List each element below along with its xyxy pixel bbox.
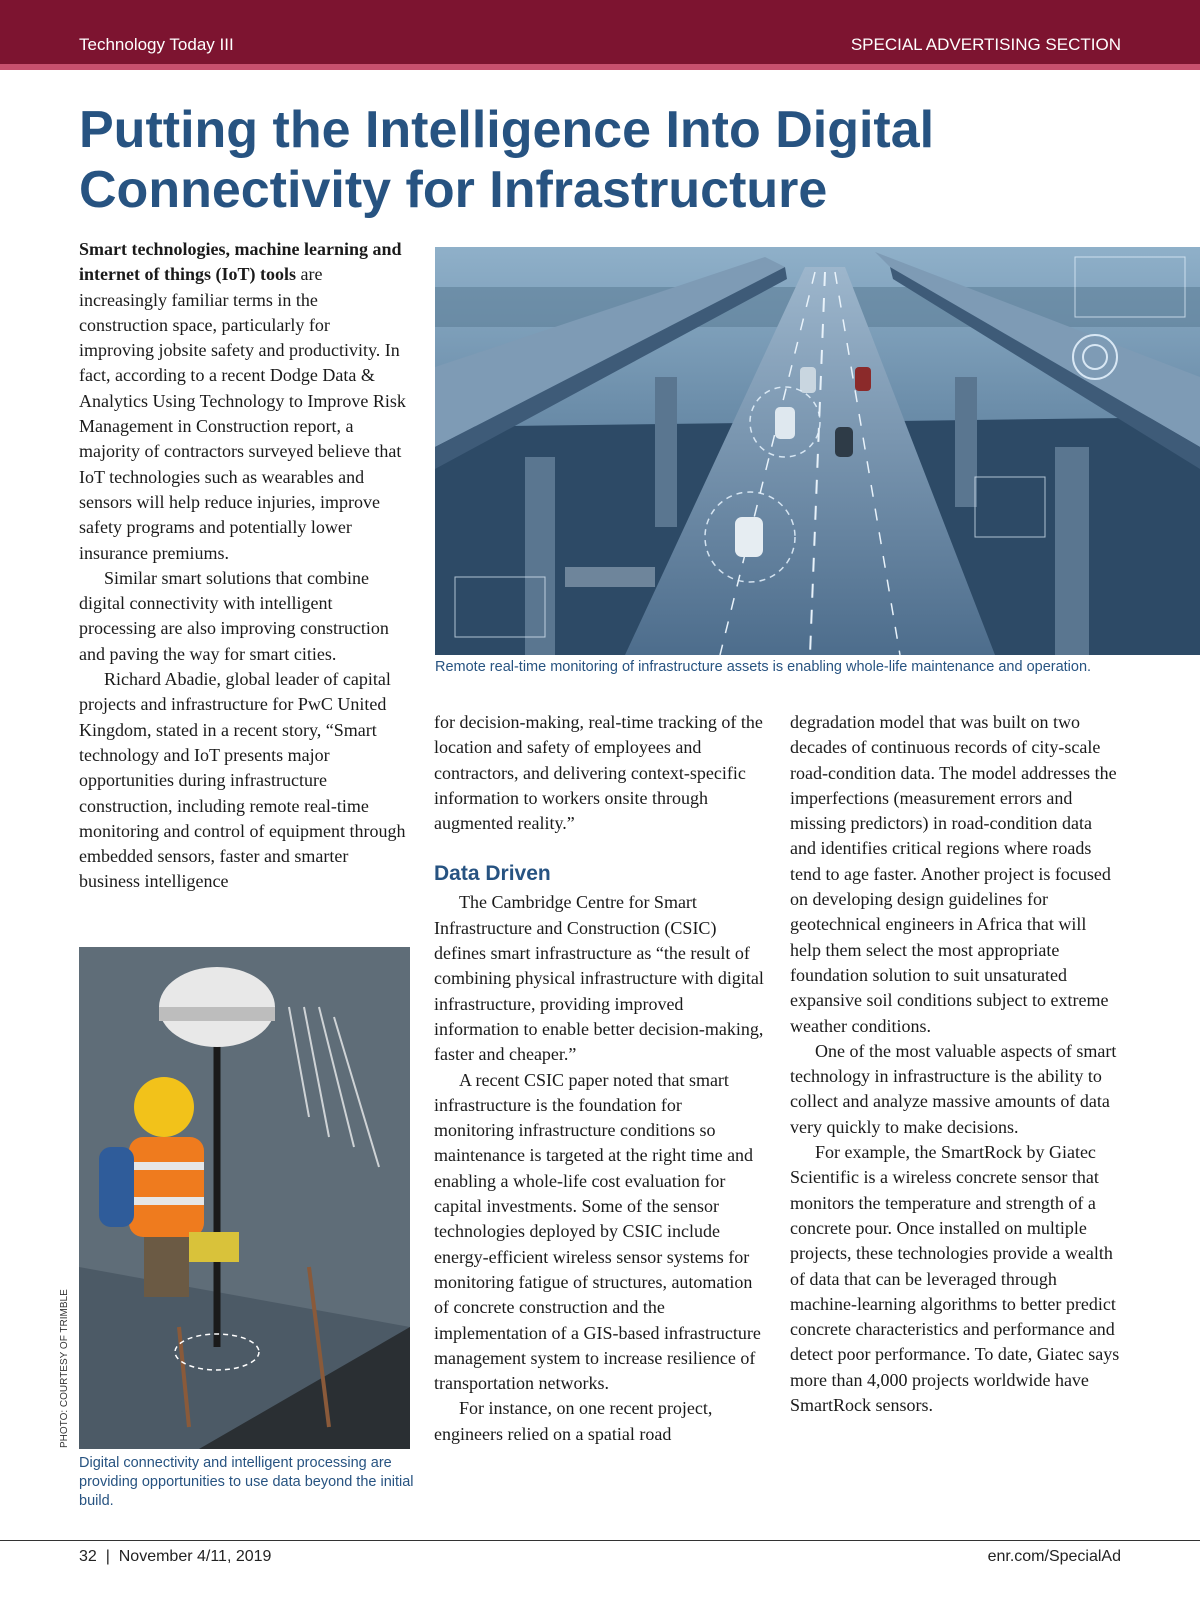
- paragraph: For example, the SmartRock by Giatec Scientific is a wireless concrete sensor that monitors the temperature and strength of a concrete pour. Once installed on multiple projects, these technologies provide a wealth of data that can be leveraged through machine-learning algorithms to better predict concrete characteristics and performance and detect poor performance. To date, Giatec says more than 4,000 projects worldwide have SmartRock sensors.: [790, 1142, 1120, 1416]
- column-2: [434, 710, 764, 1447]
- surveyor-illustration: [79, 947, 410, 1449]
- advertising-label: SPECIAL ADVERTISING SECTION: [850, 35, 1121, 54]
- paragraph: A recent CSIC paper noted that smart infrastructure is the foundation for monitoring infrastructure conditions so maintenance is targeted at the right time and enabling a whole-life cost evaluation for capital investments. Some of the sensor technologies deployed by CSIC include energy-efficient wireless sensor systems for monitoring fatigue of structures, automation of concrete construction and the implementation of a GIS-based infrastructure management system to increase resilience of transportation networks.: [434, 1069, 761, 1394]
- footer-url: enr.com/SpecialAd: [987, 1548, 1121, 1565]
- lead-bold-text: Smart technologies, machine learning and internet of things (IoT) tools: [79, 239, 402, 285]
- photo-credit: PHOTO: COURTESY OF TRIMBLE: [59, 1289, 70, 1448]
- paragraph: Similar smart solutions that combine digital connectivity with intelligent processing are also improving construction and paving the way for smart cities.: [79, 567, 389, 664]
- footer-divider: [0, 1540, 1200, 1541]
- surveyor-photo: [79, 947, 410, 1449]
- paragraph: One of the most valuable aspects of smart technology in infrastructure is the ability to collect and analyze massive amounts of data very quickly to make decisions.: [790, 1040, 1117, 1137]
- highway-illustration: [435, 247, 1200, 655]
- page-number-date: 32 | November 4/11, 2019: [79, 1548, 272, 1565]
- column-1: [79, 237, 409, 895]
- section-name: Technology Today III: [79, 35, 234, 54]
- section-subhead: Data Driven: [434, 862, 551, 886]
- column-3: [790, 710, 1120, 1418]
- lead-text: are increasingly familiar terms in the construction space, particularly for improving jobsite safety and productivity. In fact, according to a recent Dodge Data & Analytics Using Technology to Improve Risk Management in Construction report, a majority of contractors surveyed believe that IoT technologies such as wearables and sensors will help reduce injuries, improve safety programs and potentially lower insurance premiums.: [79, 264, 406, 563]
- banner-stripe: [0, 64, 1200, 70]
- paragraph: degradation model that was built on two decades of continuous records of city-scale road-condition data. The model addresses the imperfections (measurement errors and missing predictors) in road-condition data and identifies critical regions where roads tend to age faster. Another project is focused on developing design guidelines for geotechnical engineers in Africa that will help them select the most appropriate foundation solution to suit unsaturated expansive soil conditions subject to extreme weather conditions.: [790, 712, 1117, 1036]
- paragraph: Richard Abadie, global leader of capital projects and infrastructure for PwC United Kingdom, stated in a recent story, “Smart technology and IoT presents major opportunities during infrastructure construction, including remote real-time monitoring and control of equipment through embedded sensors, faster and smarter business intelligence: [79, 669, 406, 892]
- paragraph: for decision-making, real-time tracking of the location and safety of employees and contractors, and delivering context-specific information to workers onsite through augmented reality.”: [434, 712, 763, 834]
- surveyor-photo-caption: Digital connectivity and intelligent processing are providing opportunities to use data beyond the initial build.: [79, 1455, 414, 1509]
- highway-monitoring-photo: [435, 247, 1200, 655]
- main-photo-caption: Remote real-time monitoring of infrastructure assets is enabling whole-life maintenance and operation.: [435, 659, 1092, 675]
- paragraph: For instance, on one recent project, engineers relied on a spatial road: [434, 1398, 713, 1444]
- lead-paragraph: [79, 237, 409, 566]
- article-headline: Putting the Intelligence Into Digital Connectivity for Infrastructure: [79, 101, 935, 219]
- paragraph: The Cambridge Centre for Smart Infrastructure and Construction (CSIC) defines smart infrastructure as “the result of combining physical infrastructure with digital infrastructure, providing improved information to enable better decision-making, faster and cheaper.”: [434, 892, 764, 1065]
